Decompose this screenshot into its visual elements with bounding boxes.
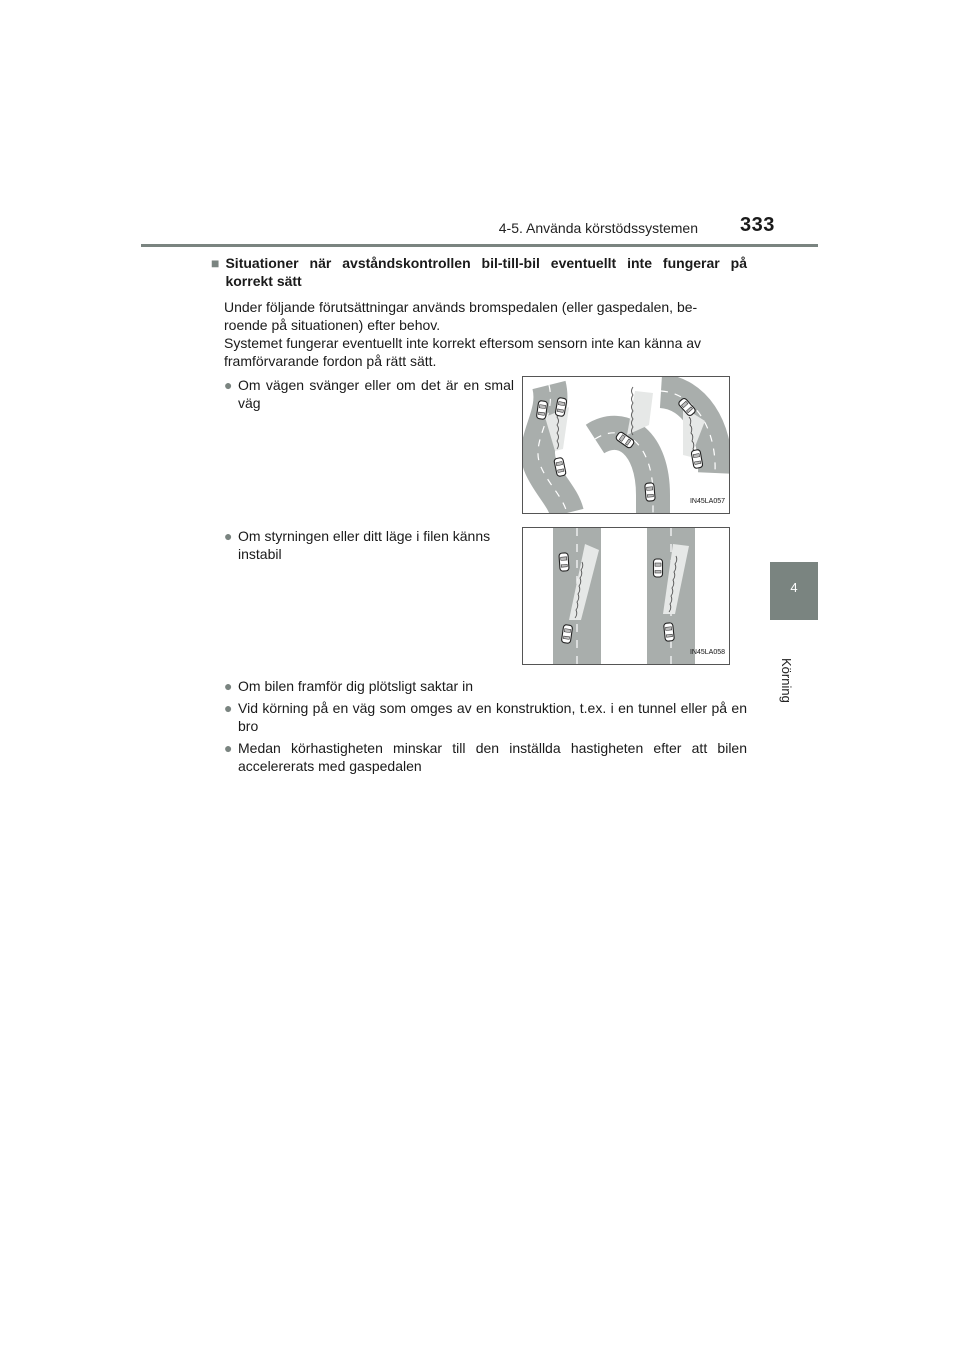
paragraph-line: roende på situationen) efter behov. (224, 317, 441, 333)
list-item (224, 699, 747, 735)
list-item-text: Vid körning på en väg som omges av en konstruktion, t.ex. i en tunnel eller på en bro (238, 700, 747, 734)
page-content (211, 254, 747, 775)
section-heading (211, 254, 747, 290)
chapter-tab[interactable] (770, 562, 818, 620)
section-title: 4-5. Använda körstödssystemen (498, 220, 698, 236)
header-divider (141, 244, 818, 247)
figure-straight-roads (522, 527, 730, 665)
list-item-text: Om vägen svänger eller om det är en smal väg (238, 377, 514, 411)
chapter-number: 4 (790, 580, 798, 595)
bullet-list (211, 677, 747, 775)
list-item (224, 376, 514, 514)
figure-row-curves (211, 376, 747, 514)
list-item (224, 739, 747, 775)
paragraph-line: framförvarande fordon på rätt sätt. (224, 353, 437, 369)
figure-code: IN45LA058 (689, 649, 725, 656)
round-bullet-icon: ● (224, 740, 233, 756)
list-item-text: Om styrningen eller ditt läge i filen känns instabil (238, 528, 491, 562)
square-bullet-icon: ■ (211, 255, 220, 271)
list-item (224, 677, 747, 695)
round-bullet-icon: ● (224, 528, 233, 544)
list-item-text: Om bilen framför dig plötsligt saktar in (238, 678, 473, 694)
paragraph-line: Under följande förutsättningar används bromspedalen (eller gaspedalen, be- (224, 299, 698, 315)
chapter-label: Körning (779, 658, 794, 703)
list-item (224, 527, 514, 665)
page-number: 333 (740, 214, 775, 236)
figure-curved-roads (522, 376, 730, 514)
paragraph-line: Systemet fungerar eventuellt inte korrekt eftersom sensorn inte kan känna av (224, 335, 702, 351)
figure-row-unstable (211, 527, 747, 665)
heading-text: Situationer när avståndskontrollen bil-till-bil eventuellt inte fungerar på korrekt sätt (225, 255, 747, 289)
round-bullet-icon: ● (224, 700, 233, 716)
list-item-text: Medan körhastigheten minskar till den inställda hastigheten efter att bilen accelererats med gaspedalen (238, 740, 747, 774)
round-bullet-icon: ● (224, 377, 233, 393)
intro-paragraph (224, 298, 747, 370)
round-bullet-icon: ● (224, 678, 233, 694)
figure-code: IN45LA057 (689, 498, 725, 505)
